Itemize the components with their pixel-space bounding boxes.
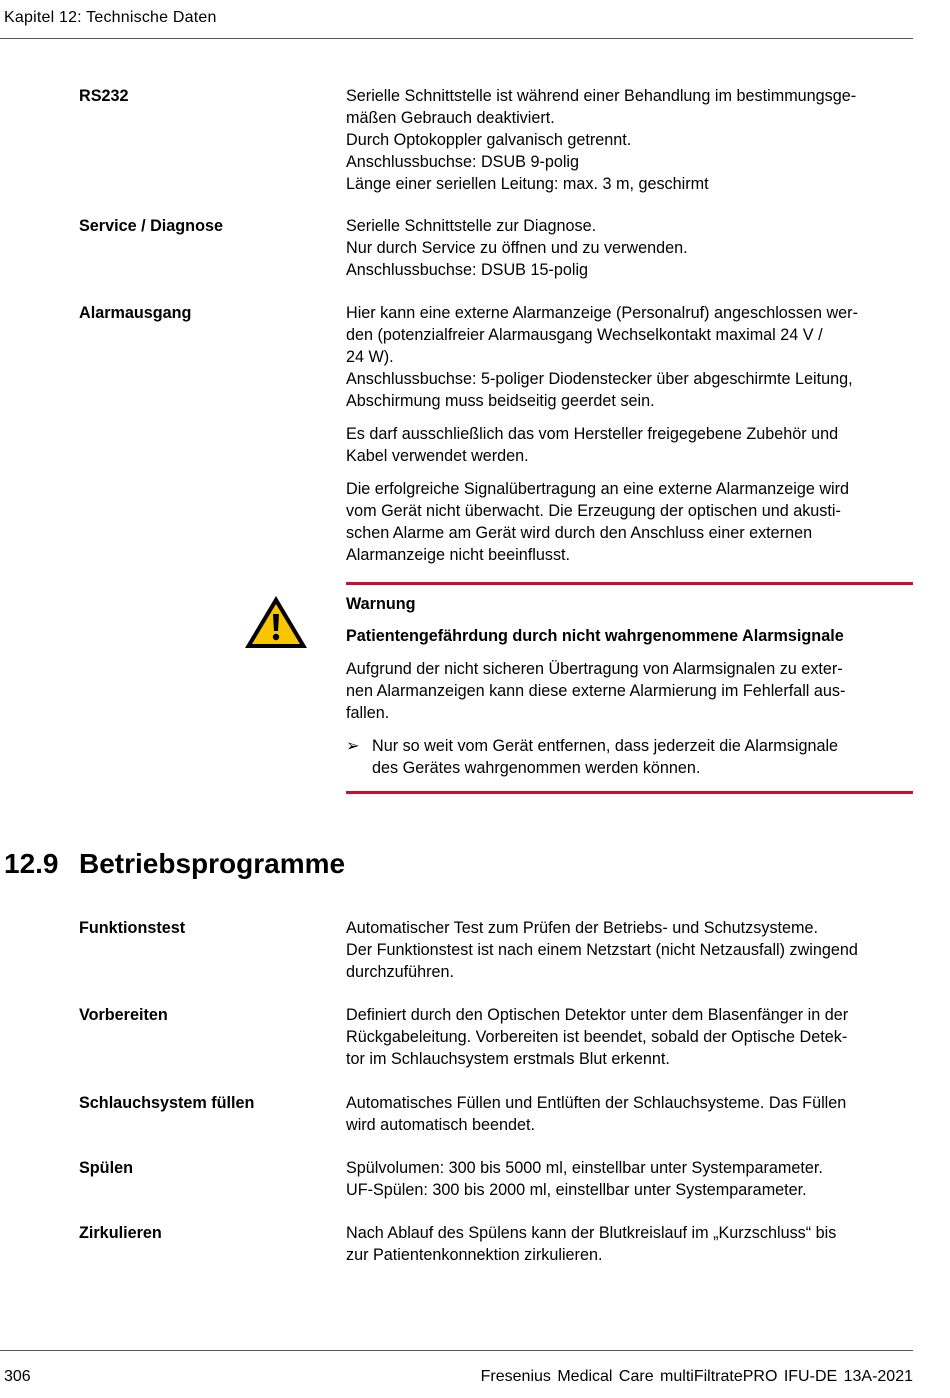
paragraph — [346, 478, 914, 566]
text-line: Automatischer Test zum Prüfen der Betriebs- und Schutzsysteme. — [346, 919, 819, 937]
page-number: 306 — [4, 1368, 31, 1385]
footer-publication-info: Fresenius Medical Care multiFiltratePRO IFU-DE 13A-2021 — [480, 1368, 913, 1385]
text-line: Definiert durch den Optischen Detektor unter dem Blasenfänger in der — [346, 1006, 849, 1024]
warning-title: Warnung — [346, 595, 416, 613]
text-line: schen Alarme am Gerät wird durch den Anschluss einer externen — [346, 524, 813, 542]
text-line: UF-Spülen: 300 bis 2000 ml, einstellbar unter Systemparameter. — [346, 1181, 807, 1199]
text-line: Alarmanzeige nicht beeinflusst. — [346, 546, 571, 564]
warning-subtitle: Patientengefährdung durch nicht wahrgenommene Alarmsignale — [346, 627, 844, 645]
text-line: tor im Schlauchsystem erstmals Blut erkennt. — [346, 1050, 670, 1068]
text-line: den (potenzialfreier Alarmausgang Wechselkontakt maximal 24 V / — [346, 326, 823, 344]
spec-definition — [346, 1092, 914, 1147]
spec-definition — [346, 302, 914, 577]
text-line: Anschlussbuchse: DSUB 9-polig — [346, 153, 580, 171]
warning-text — [346, 658, 913, 724]
action-text — [372, 735, 838, 779]
spec-term: Vorbereiten — [79, 1006, 168, 1024]
text-line: Abschirmung muss beidseitig geerdet sein. — [346, 392, 655, 410]
spec-term: RS232 — [79, 87, 129, 105]
section-number: 12.9 — [4, 848, 59, 879]
header-divider — [0, 38, 913, 39]
text-line: wird automatisch beendet. — [346, 1116, 535, 1134]
spec-definition — [346, 917, 914, 994]
text-line: Der Funktionstest ist nach einem Netzstart (nicht Netzausfall) zwingend — [346, 941, 858, 959]
spec-definition — [346, 1157, 914, 1212]
paragraph — [346, 85, 914, 195]
spec-term: Service / Diagnose — [79, 217, 223, 235]
warning-triangle-icon — [243, 594, 309, 650]
text-line: Rückgabeleitung. Vorbereiten ist beendet, sobald der Optische Detek- — [346, 1028, 848, 1046]
spec-term: Zirkulieren — [79, 1224, 162, 1242]
text-line: Spülvolumen: 300 bis 5000 ml, einstellbar unter Systemparameter. — [346, 1159, 823, 1177]
section-title: Betriebsprogramme — [79, 848, 346, 879]
text-line: Anschlussbuchse: DSUB 15-polig — [346, 261, 589, 279]
text-line: Aufgrund der nicht sicheren Übertragung von Alarmsignalen zu exter- — [346, 660, 843, 678]
text-line: Anschlussbuchse: 5-poliger Diodenstecker über abgeschirmte Leitung, — [346, 370, 853, 388]
spec-term: Alarmausgang — [79, 304, 192, 322]
paragraph — [346, 1222, 914, 1266]
spec-definition — [346, 1222, 914, 1277]
text-line: Serielle Schnittstelle ist während einer Behandlung im bestimmungsge- — [346, 87, 857, 105]
text-line: Nur so weit vom Gerät entfernen, dass jederzeit die Alarmsignale — [372, 737, 839, 755]
text-line: Hier kann eine externe Alarmanzeige (Personalruf) angeschlossen wer- — [346, 304, 858, 322]
text-line: Länge einer seriellen Leitung: max. 3 m, geschirmt — [346, 175, 709, 193]
text-line: des Gerätes wahrgenommen werden können. — [372, 759, 701, 777]
spec-term: Spülen — [79, 1159, 133, 1177]
paragraph — [346, 215, 914, 281]
paragraph — [346, 423, 914, 467]
warning-box — [346, 582, 913, 794]
paragraph — [346, 302, 914, 412]
paragraph — [346, 917, 914, 983]
paragraph — [346, 1092, 914, 1136]
running-header: Kapitel 12: Technische Daten — [4, 9, 217, 26]
text-line: Nur durch Service zu öffnen und zu verwenden. — [346, 239, 688, 257]
text-line: durchzuführen. — [346, 963, 454, 981]
text-line: Kabel verwendet werden. — [346, 447, 529, 465]
text-line: mäßen Gebrauch deaktiviert. — [346, 109, 555, 127]
paragraph — [346, 1157, 914, 1201]
text-line: Nach Ablauf des Spülens kann der Blutkreislauf im „Kurzschluss“ bis — [346, 1224, 837, 1242]
spec-definition — [346, 1004, 914, 1081]
text-line: Serielle Schnittstelle zur Diagnose. — [346, 217, 597, 235]
text-line: Die erfolgreiche Signalübertragung an eine externe Alarmanzeige wird — [346, 480, 850, 498]
text-line: Automatisches Füllen und Entlüften der Schlauchsysteme. Das Füllen — [346, 1094, 847, 1112]
text-line: Es darf ausschließlich das vom Hersteller freigegebene Zubehör und — [346, 425, 839, 443]
text-line: fallen. — [346, 704, 390, 722]
paragraph — [346, 1004, 914, 1070]
spec-term: Schlauchsystem füllen — [79, 1094, 255, 1112]
text-line: zur Patientenkonnektion zirkulieren. — [346, 1246, 603, 1264]
action-arrow-icon: ➢ — [346, 737, 360, 755]
text-line: vom Gerät nicht überwacht. Die Erzeugung der optischen und akusti- — [346, 502, 841, 520]
footer-divider — [0, 1350, 913, 1351]
spec-definition — [346, 215, 914, 292]
text-line: Durch Optokoppler galvanisch getrennt. — [346, 131, 632, 149]
text-line: nen Alarmanzeigen kann diese externe Alarmierung im Fehlerfall aus- — [346, 682, 846, 700]
text-line: 24 W). — [346, 348, 394, 366]
spec-term: Funktionstest — [79, 919, 186, 937]
spec-definition — [346, 85, 914, 206]
